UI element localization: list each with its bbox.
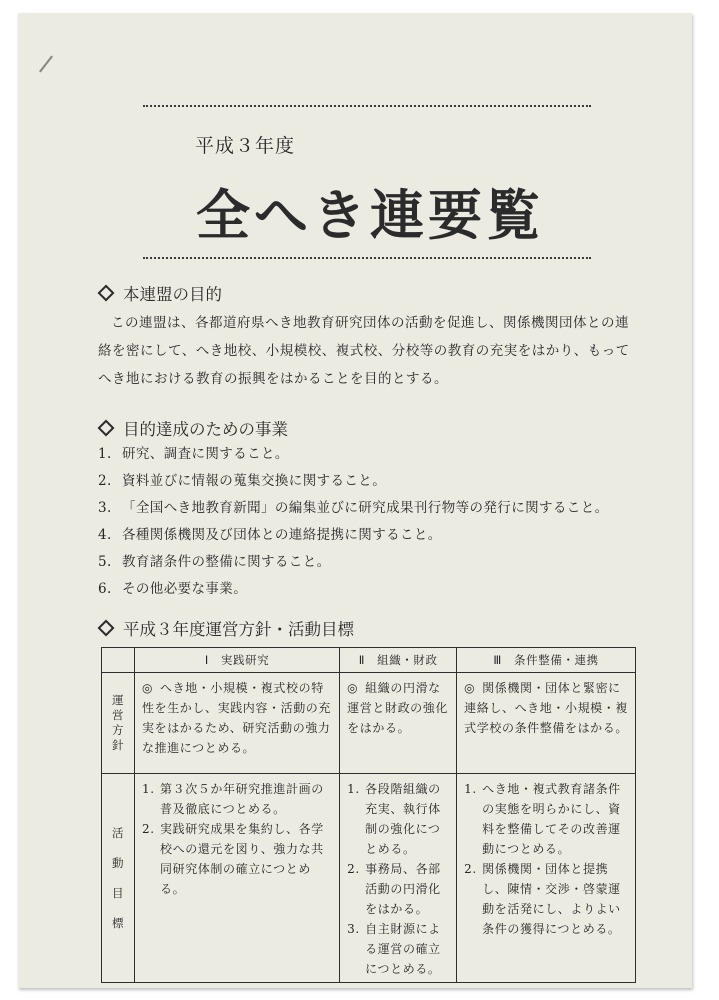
list-item [142,819,332,899]
pencil-mark [39,56,53,73]
item-text: 関係機関・団体と提携し、陳情・交渉・啓蒙運動を活発にし、よりよい条件の獲得につとめる。 [482,862,621,936]
item-number: 2. [464,862,477,876]
policy-table [101,647,636,983]
policy-cell-conditions [457,673,636,774]
page-title: 全へき連要覧 [196,184,544,247]
row-header-char: 運 [111,693,125,707]
item-number: 1. [464,782,477,796]
goals-list [458,775,634,941]
item-number: 3. [347,922,360,936]
row-header-char: 動 [111,855,125,870]
section-heading-text: 本連盟の目的 [123,285,222,304]
table-header-row [102,648,636,673]
list-item [347,859,449,919]
policy-cell-practice [135,673,340,774]
list-item [98,549,609,576]
diamond-bullet-icon [98,420,115,437]
item-text: 「全国へき地教育新聞」の編集並びに研究成果刊行物等の発行に関すること。 [122,500,609,516]
item-number: 5. [98,554,112,570]
section-heading-activities [98,416,288,440]
item-number: 2. [142,822,155,836]
policy-cell-organization [340,673,457,774]
cell-text: 組織の円滑な運営と財政の強化をはかる。 [347,681,448,735]
row-header-policy [102,673,135,774]
item-number: 1. [98,446,112,462]
cell-text: 関係機関・団体と緊密に連絡し、へき地・小規模・複式学校の条件整備をはかる。 [464,681,628,735]
list-item [98,576,609,603]
item-text: 各段階組織の充実、執行体制の強化につとめる。 [365,782,441,856]
item-text: 実践研究成果を集約し、各学校への還元を図り、強力な共同研究体制の確立につとめる。 [160,822,324,896]
diamond-bullet-icon [98,620,115,637]
list-item [98,468,609,495]
double-circle-icon: ◎ [347,681,359,695]
item-number: 3. [98,500,112,516]
item-text: 各種関係機関及び団体との連絡提携に関すること。 [122,527,442,543]
cell-text: へき地・小規模・複式校の特性を生かし、実践内容・活動の充実をはかるため、研究活動の強力な推進につとめる。 [142,681,332,755]
list-item [98,441,609,468]
item-text: 事務局、各部活動の円滑化をはかる。 [365,862,441,916]
double-circle-icon: ◎ [142,681,154,695]
list-item [464,859,628,939]
double-circle-icon: ◎ [464,681,476,695]
item-number: 6. [98,581,112,597]
row-header-char: 営 [111,708,125,722]
document-page [18,13,692,988]
section-heading-purpose [98,281,222,305]
item-text: 資料並びに情報の蒐集交換に関すること。 [122,473,387,489]
item-text: 研究、調査に関すること。 [122,446,289,462]
dotted-rule-top [143,105,591,107]
row-header-char: 方 [111,723,125,737]
section-heading-text: 平成３年度運営方針・活動目標 [123,620,354,639]
table-row [102,673,636,774]
diamond-bullet-icon [98,285,115,302]
item-text: 教育諸条件の整備に関すること。 [122,554,331,570]
purpose-paragraph: この連盟は、各都道府県へき地教育研究団体の活動を促進し、関係機関団体との連絡を密にして、へき地校、小規模校、複式校、分校等の教育の充実をはかり、もってへき地における教育の振興をはかることを目的とする。 [98,315,630,387]
list-item [464,779,628,859]
list-item [98,495,609,522]
section-heading-policy [98,616,354,640]
activities-list [98,441,609,603]
item-text: 第３次５か年研究推進計画の普及徹底につとめる。 [160,782,324,816]
goals-list [341,775,455,981]
column-header-practice: Ⅰ 実践研究 [135,648,340,673]
table-corner-cell [102,648,135,673]
goals-cell-conditions [457,774,636,983]
item-number: 2. [98,473,112,489]
fiscal-year: 平成３年度 [195,135,296,157]
row-header-char: 標 [111,915,125,930]
item-text: その他必要な事業。 [122,581,248,597]
list-item [98,522,609,549]
column-header-organization: Ⅱ 組織・財政 [340,648,457,673]
list-item [347,779,449,859]
item-text: 自主財源による運営の確立につとめる。 [365,922,441,976]
row-header-goals [102,774,135,983]
list-item [142,779,332,819]
table-row [102,774,636,983]
row-header-char: 活 [111,825,125,840]
row-header-char: 目 [111,885,125,900]
item-number: 4. [98,527,112,543]
row-header-char: 針 [111,738,125,752]
item-text: へき地・複式教育諸条件の実態を明らかにし、資料を整備してその改善運動につとめる。 [482,782,621,856]
goals-cell-organization [340,774,457,983]
dotted-rule-bottom [143,257,591,259]
column-header-conditions: Ⅲ 条件整備・連携 [457,648,636,673]
section-heading-text: 目的達成のための事業 [123,420,288,439]
item-number: 2. [347,862,360,876]
list-item [347,919,449,979]
item-number: 1. [347,782,360,796]
item-number: 1. [142,782,155,796]
goals-cell-practice [135,774,340,983]
goals-list [136,775,338,901]
